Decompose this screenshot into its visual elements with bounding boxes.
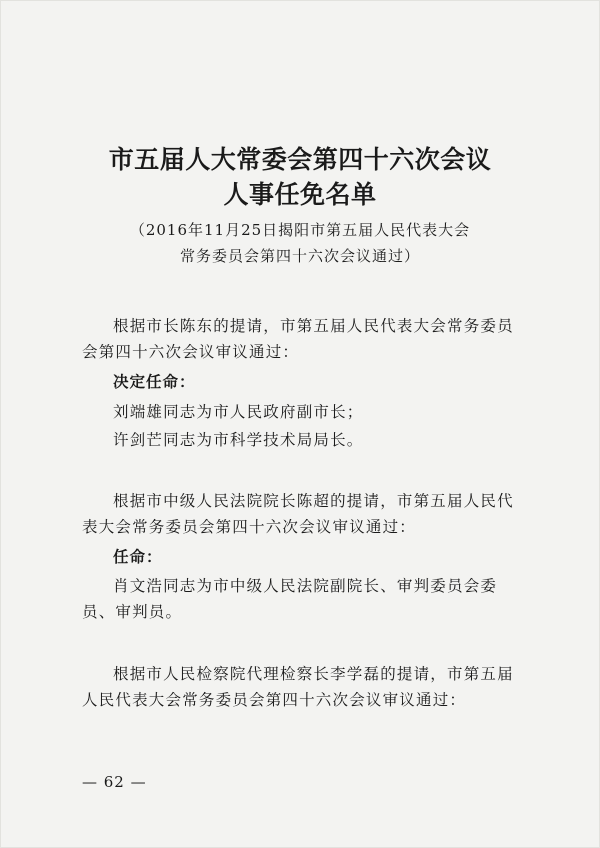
- document-title-line-1: 市五届人大常委会第四十六次会议: [108, 145, 492, 174]
- document-subtitle-line-2: 常务委员会第四十六次会议通过）: [179, 247, 420, 265]
- page-number: — 62 —: [82, 773, 147, 791]
- section-1-item-1: 刘端雄同志为市人民政府副市长；: [113, 403, 364, 421]
- section-1-heading: 决定任命：: [113, 373, 196, 391]
- document-title-line-2: 人事任免名单: [223, 180, 377, 209]
- section-2-item-1: 肖文浩同志为市中级人民法院副院长、审判委员会委员、审判员。: [82, 577, 498, 621]
- section-1-item-2: 许剑芒同志为市科学技术局局长。: [113, 431, 364, 449]
- section-1-intro: 根据市长陈东的提请，市第五届人民代表大会常务委员会第四十六次会议审议通过：: [82, 317, 514, 361]
- section-2-heading: 任命：: [113, 548, 163, 566]
- document-subtitle-line-1: （2016年11月25日揭阳市第五届人民代表大会: [129, 221, 471, 239]
- section-2-intro: 根据市中级人民法院院长陈超的提请，市第五届人民代表大会常务委员会第四十六次会议审议通过：: [82, 492, 514, 536]
- section-3-intro: 根据市人民检察院代理检察长李学磊的提请，市第五届人民代表大会常务委员会第四十六次会议审议通过：: [82, 665, 514, 709]
